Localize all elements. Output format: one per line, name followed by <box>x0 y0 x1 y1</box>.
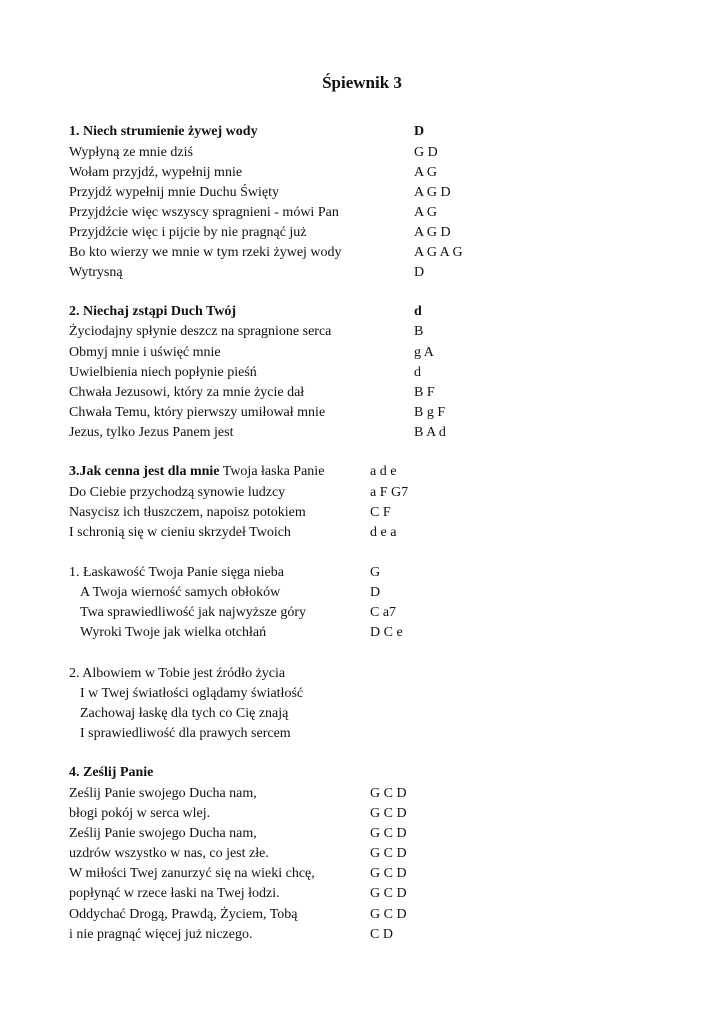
song3-heading-bold: 3.Jak cenna jest dla mnie <box>69 464 220 479</box>
song1-chord: A G D <box>414 185 451 200</box>
song1-chord: A G A G <box>414 245 463 260</box>
song4-line: i nie pragnąć więcej już niczego. <box>69 927 253 942</box>
song4-line: Ześlij Panie swojego Ducha nam, <box>69 786 257 801</box>
song2-chord: d <box>414 365 421 380</box>
song3-heading <box>69 463 324 481</box>
song4-chord: G C D <box>370 826 407 841</box>
song3-verse1-chord: G <box>370 565 381 580</box>
song3-heading-rest: Twoja łaska Panie <box>219 464 325 479</box>
song4-chord: G C D <box>370 786 407 801</box>
song3-line: Nasycisz ich tłuszczem, napoisz potokiem <box>69 505 306 520</box>
song1-line: Przyjdź wypełnij mnie Duchu Święty <box>69 185 279 200</box>
song4-chord: G C D <box>370 866 407 881</box>
song1-heading: 1. Niech strumienie żywej wody <box>69 124 258 139</box>
song2-line: Życiodajny spłynie deszcz na spragnione serca <box>69 324 332 339</box>
song4-chord: G C D <box>370 907 407 922</box>
song3-verse1-line: 1. Łaskawość Twoja Panie sięga nieba <box>69 565 284 580</box>
song4-chord: C D <box>370 927 393 942</box>
song1-line: Wypłyną ze mnie dziś <box>69 145 193 160</box>
song4-heading: 4. Ześlij Panie <box>69 765 154 780</box>
song3-verse1-line: Twa sprawiedliwość jak najwyższe góry <box>80 605 307 620</box>
song4-line: błogi pokój w serca wlej. <box>69 806 211 821</box>
song4-line: Oddychać Drogą, Prawdą, Życiem, Tobą <box>69 907 298 922</box>
song2-heading: 2. Niechaj zstąpi Duch Twój <box>69 304 237 319</box>
song3-verse1-line: Wyroki Twoje jak wielka otchłań <box>80 625 267 640</box>
song2-line: Chwała Temu, który pierwszy umiłował mnie <box>69 405 326 420</box>
song2-heading-chord: d <box>414 304 422 319</box>
song1-chord: D <box>414 265 425 280</box>
song3-line: I schronią się w cieniu skrzydeł Twoich <box>69 525 291 540</box>
song1-heading-chord: D <box>414 124 425 139</box>
song2-chord: B <box>414 324 424 339</box>
song1-chord: A G D <box>414 225 451 240</box>
song1-chord: A G <box>414 165 437 180</box>
song2-chord: B A d <box>414 425 446 440</box>
song3-verse2-line: 2. Albowiem w Tobie jest źródło życia <box>69 666 286 681</box>
song3-chord: C F <box>370 505 391 520</box>
song4-line: Ześlij Panie swojego Ducha nam, <box>69 826 257 841</box>
song2-line: Obmyj mnie i uświęć mnie <box>69 345 221 360</box>
song3-verse1-chord: D <box>370 585 381 600</box>
song3-verse1-chord: C a7 <box>370 605 397 620</box>
song1-line: Wołam przyjdź, wypełnij mnie <box>69 165 243 180</box>
song4-chord: G C D <box>370 846 407 861</box>
song2-line: Uwielbienia niech popłynie pieśń <box>69 365 257 380</box>
page-title: Śpiewnik 3 <box>322 73 402 92</box>
song3-verse1-line: A Twoja wierność samych obłoków <box>80 585 281 600</box>
song3-verse2-line: Zachowaj łaskę dla tych co Cię znają <box>80 706 289 721</box>
song4-chord: G C D <box>370 806 407 821</box>
song4-line: popłynąć w rzece łaski na Twej łodzi. <box>69 886 280 901</box>
song4-line: W miłości Twej zanurzyć się na wieki chcę, <box>69 866 315 881</box>
song3-line: Do Ciebie przychodzą synowie ludzcy <box>69 485 286 500</box>
song1-line: Bo kto wierzy we mnie w tym rzeki żywej wody <box>69 245 342 260</box>
song2-chord: B g F <box>414 405 446 420</box>
song1-line: Wytrysną <box>69 265 123 280</box>
song1-chord: A G <box>414 205 437 220</box>
song1-line: Przyjdźcie więc wszyscy spragnieni - mówi Pan <box>69 205 339 220</box>
song3-chord: d e a <box>370 525 397 540</box>
song1-chord: G D <box>414 145 438 160</box>
song4-line: uzdrów wszystko w nas, co jest złe. <box>69 846 269 861</box>
song3-verse2-line: I w Twej światłości oglądamy światłość <box>80 686 304 701</box>
song1-line: Przyjdźcie więc i pijcie by nie pragnąć już <box>69 225 307 240</box>
song3-verse2-line: I sprawiedliwość dla prawych sercem <box>80 726 291 741</box>
song2-line: Chwała Jezusowi, który za mnie życie dał <box>69 385 305 400</box>
song2-chord: g A <box>414 345 434 360</box>
song2-chord: B F <box>414 385 435 400</box>
song3-verse1-chord: D C e <box>370 625 403 640</box>
song4-chord: G C D <box>370 886 407 901</box>
song2-line: Jezus, tylko Jezus Panem jest <box>69 425 234 440</box>
song3-chord: a F G7 <box>370 485 409 500</box>
song3-heading-chord: a d e <box>370 464 397 479</box>
